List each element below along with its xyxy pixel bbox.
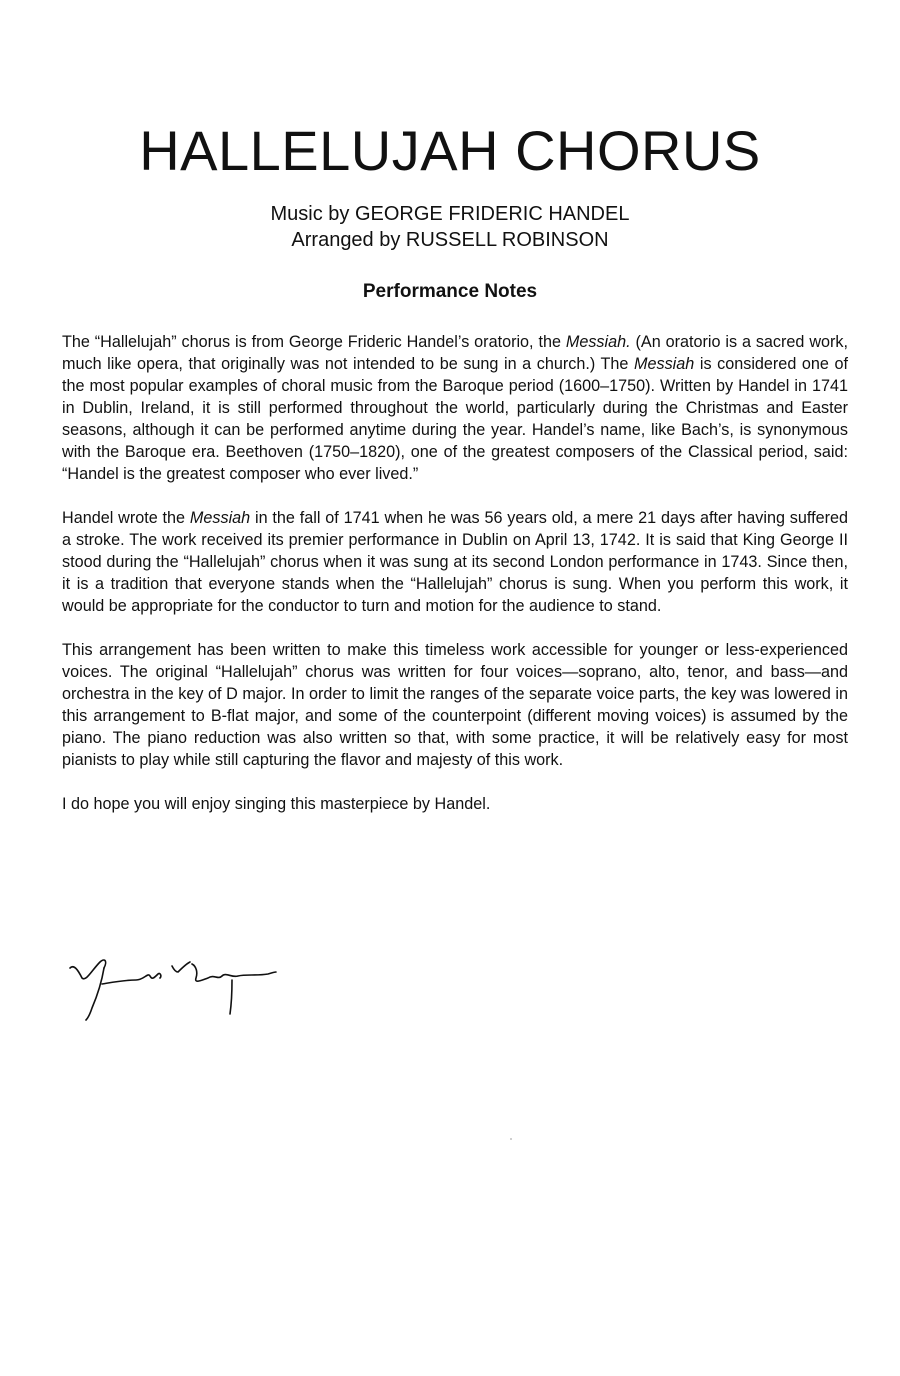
paragraph-1-italic-messiah: Messiah. xyxy=(565,333,631,351)
paragraph-4: I do hope you will enjoy singing this masterpiece by Handel. xyxy=(62,795,491,813)
credits xyxy=(0,201,900,253)
signature-icon xyxy=(64,950,284,1030)
paragraph-1-text-a: The “Hallelujah” chorus is from George Frideric Handel’s oratorio, the xyxy=(62,333,566,351)
paragraph-2 xyxy=(62,507,848,617)
music-credit: Music by GEORGE FRIDERIC HANDEL xyxy=(270,203,630,225)
arranger-credit: Arranged by RUSSELL ROBINSON xyxy=(291,229,609,251)
paragraph-2-text-a: Handel wrote the xyxy=(62,509,190,527)
scan-speck xyxy=(510,1138,512,1140)
paragraph-1-italic-messiah-2: Messiah xyxy=(634,355,695,373)
paragraph-1 xyxy=(62,331,848,485)
page-title: HALLELUJAH CHORUS xyxy=(139,119,761,182)
paragraph-2-text-c: in the fall of 1741 when he was 56 years old, a mere 21 days after having suffered a stroke. The work received its premier performance in Dublin on April 13, 1742. It is said that King George II stood during the “Hallelujah” chorus when it was sung at its second London performance in 1743. Since then, it is a tradition that everyone stands when the “Hallelujah” chorus is sung. When you perform this work, it would be appropriate for the conductor to turn and motion for the audience to stand. xyxy=(62,509,848,615)
performance-notes-body xyxy=(62,331,848,837)
paragraph-1-text-c: (An oratorio is a sacred work, much like opera, that originally was not intended to be sung in a church.) The xyxy=(62,333,848,373)
section-heading: Performance Notes xyxy=(362,281,538,302)
paragraph-1-text-e: is considered one of the most popular examples of choral music from the Baroque period (1600–1750). Written by Handel in 1741 in Dublin, Ireland, it is still performed throughout the world, particularly during the Christmas and Easter seasons, although it can be performed anytime during the year. Handel’s name, like Bach’s, is synonymous with the Baroque era. Beethoven (1750–1820), one of the greatest composers of the Classical period, said: “Handel is the greatest composer who ever lived.” xyxy=(62,355,848,483)
paragraph-2-italic-messiah: Messiah xyxy=(189,509,251,527)
paragraph-3: This arrangement has been written to make this timeless work accessible for younger or less-experienced voices. The original “Hallelujah” chorus was written for four voices—soprano, alto, tenor, and bass—and orchestra in the key of D major. In order to limit the ranges of the separate voice parts, the key was lowered in this arrangement to B-flat major, and some of the counterpoint (different moving voices) is assumed by the piano. The piano reduction was also written so that, with some practice, it will be relatively easy for most pianists to play while still capturing the flavor and majesty of this work. xyxy=(62,641,848,769)
